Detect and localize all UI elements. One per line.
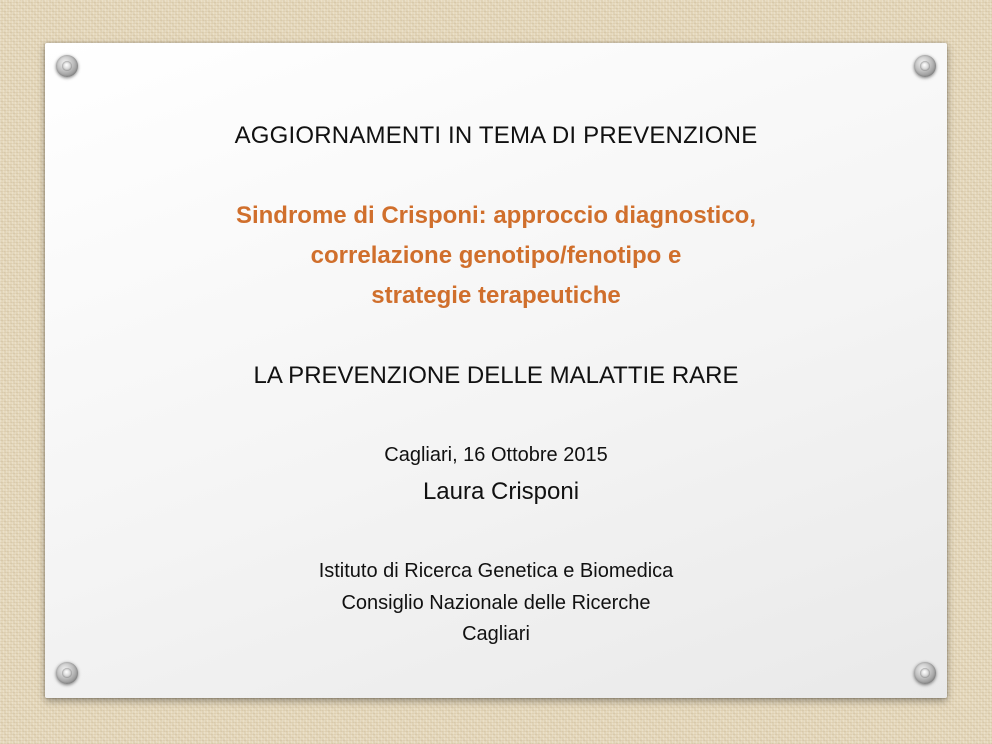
screw-icon [914, 55, 936, 77]
slide-subheader: LA PREVENZIONE DELLE MALATTIE RARE [253, 362, 739, 389]
affiliation-line: Istituto di Ricerca Genetica e Biomedica [318, 560, 674, 582]
screw-icon [914, 662, 936, 684]
slide-title-line: correlazione genotipo/fenotipo e [310, 242, 682, 269]
author-name: Laura Crisponi [422, 478, 580, 505]
slide-title-line: strategie terapeutiche [371, 282, 621, 309]
slide-header: AGGIORNAMENTI IN TEMA DI PREVENZIONE [234, 122, 758, 149]
affiliation-line: Consiglio Nazionale delle Ricerche [341, 592, 651, 614]
screw-icon [56, 662, 78, 684]
affiliation-line: Cagliari [462, 623, 530, 645]
slide-title-line: Sindrome di Crisponi: approccio diagnostico, [235, 202, 757, 229]
screw-icon [56, 55, 78, 77]
event-date: Cagliari, 16 Ottobre 2015 [384, 444, 608, 466]
